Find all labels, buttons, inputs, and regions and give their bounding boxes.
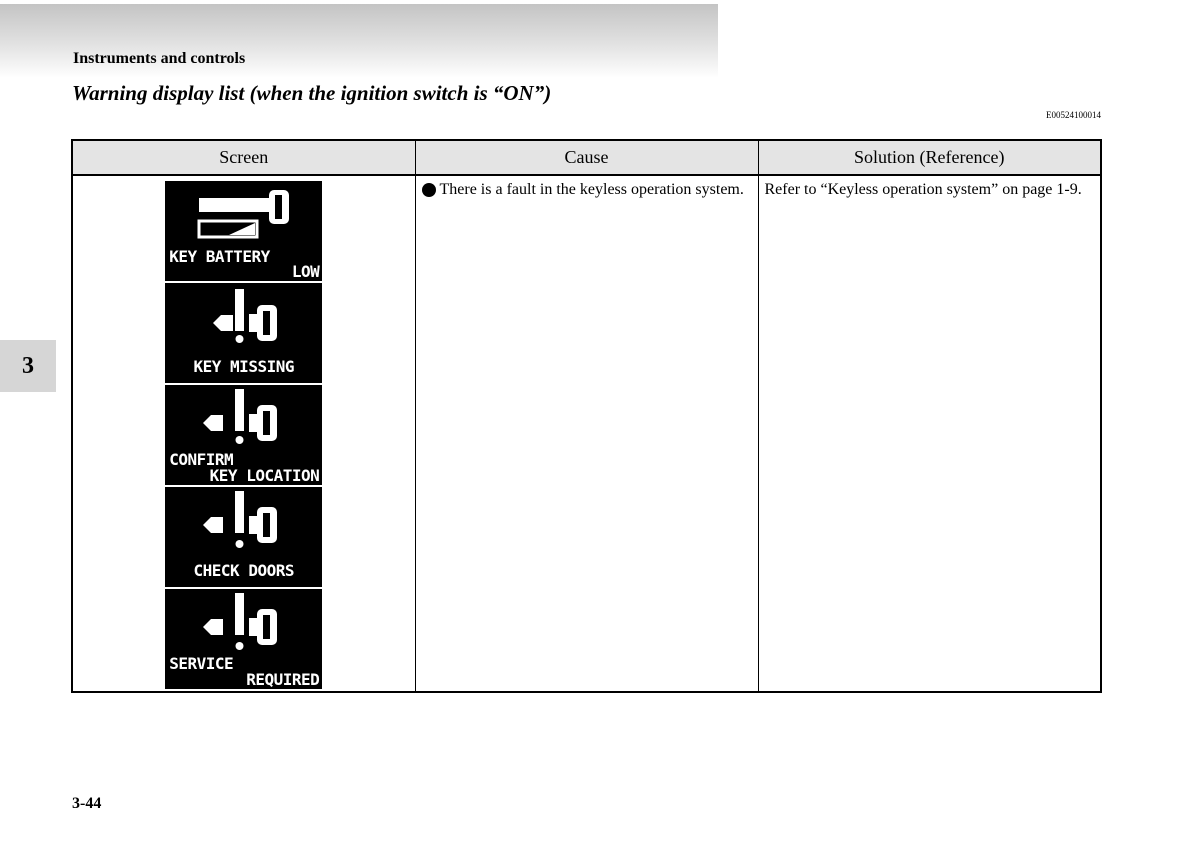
section-title: Instruments and controls (73, 50, 246, 67)
chapter-tab: 3 (0, 340, 56, 392)
lcd-line-1: CHECK DOORS (193, 561, 294, 580)
document-code: E00524100014 (1046, 110, 1101, 120)
solution-cell (758, 175, 1101, 692)
lcd-line-1: CONFIRM (169, 450, 234, 469)
lcd-screen-key-battery-low (165, 181, 322, 281)
lcd-line-2: KEY LOCATION (209, 466, 320, 485)
page-heading: Warning display list (when the ignition switch is “ON”) (72, 81, 552, 105)
lcd-line-2: LOW (291, 262, 320, 281)
table-row (72, 175, 1101, 692)
screen-cell (72, 175, 415, 692)
lcd-line-1: KEY MISSING (193, 357, 294, 376)
warning-display-table (71, 139, 1102, 693)
column-header-solution: Solution (Reference) (758, 140, 1101, 175)
solution-text: Refer to “Keyless operation system” on page 1-9. (764, 181, 1082, 198)
lcd-screen-confirm-key-location (165, 385, 322, 485)
lcd-screen-check-doors (165, 487, 322, 587)
table-header-row (72, 140, 1101, 175)
lcd-screen-service-required (165, 589, 322, 689)
screen-stack (165, 181, 322, 689)
lcd-line-1: KEY BATTERY (169, 247, 270, 266)
lcd-line-1: SERVICE (169, 654, 234, 673)
lcd-screen-key-missing (165, 283, 322, 383)
column-header-cause: Cause (415, 140, 758, 175)
cause-text: There is a fault in the keyless operation system. (439, 181, 744, 198)
bullet-icon (422, 183, 436, 197)
lcd-line-2: REQUIRED (246, 670, 320, 689)
cause-cell (415, 175, 758, 692)
column-header-screen: Screen (72, 140, 415, 175)
page-number: 3-44 (72, 795, 102, 812)
